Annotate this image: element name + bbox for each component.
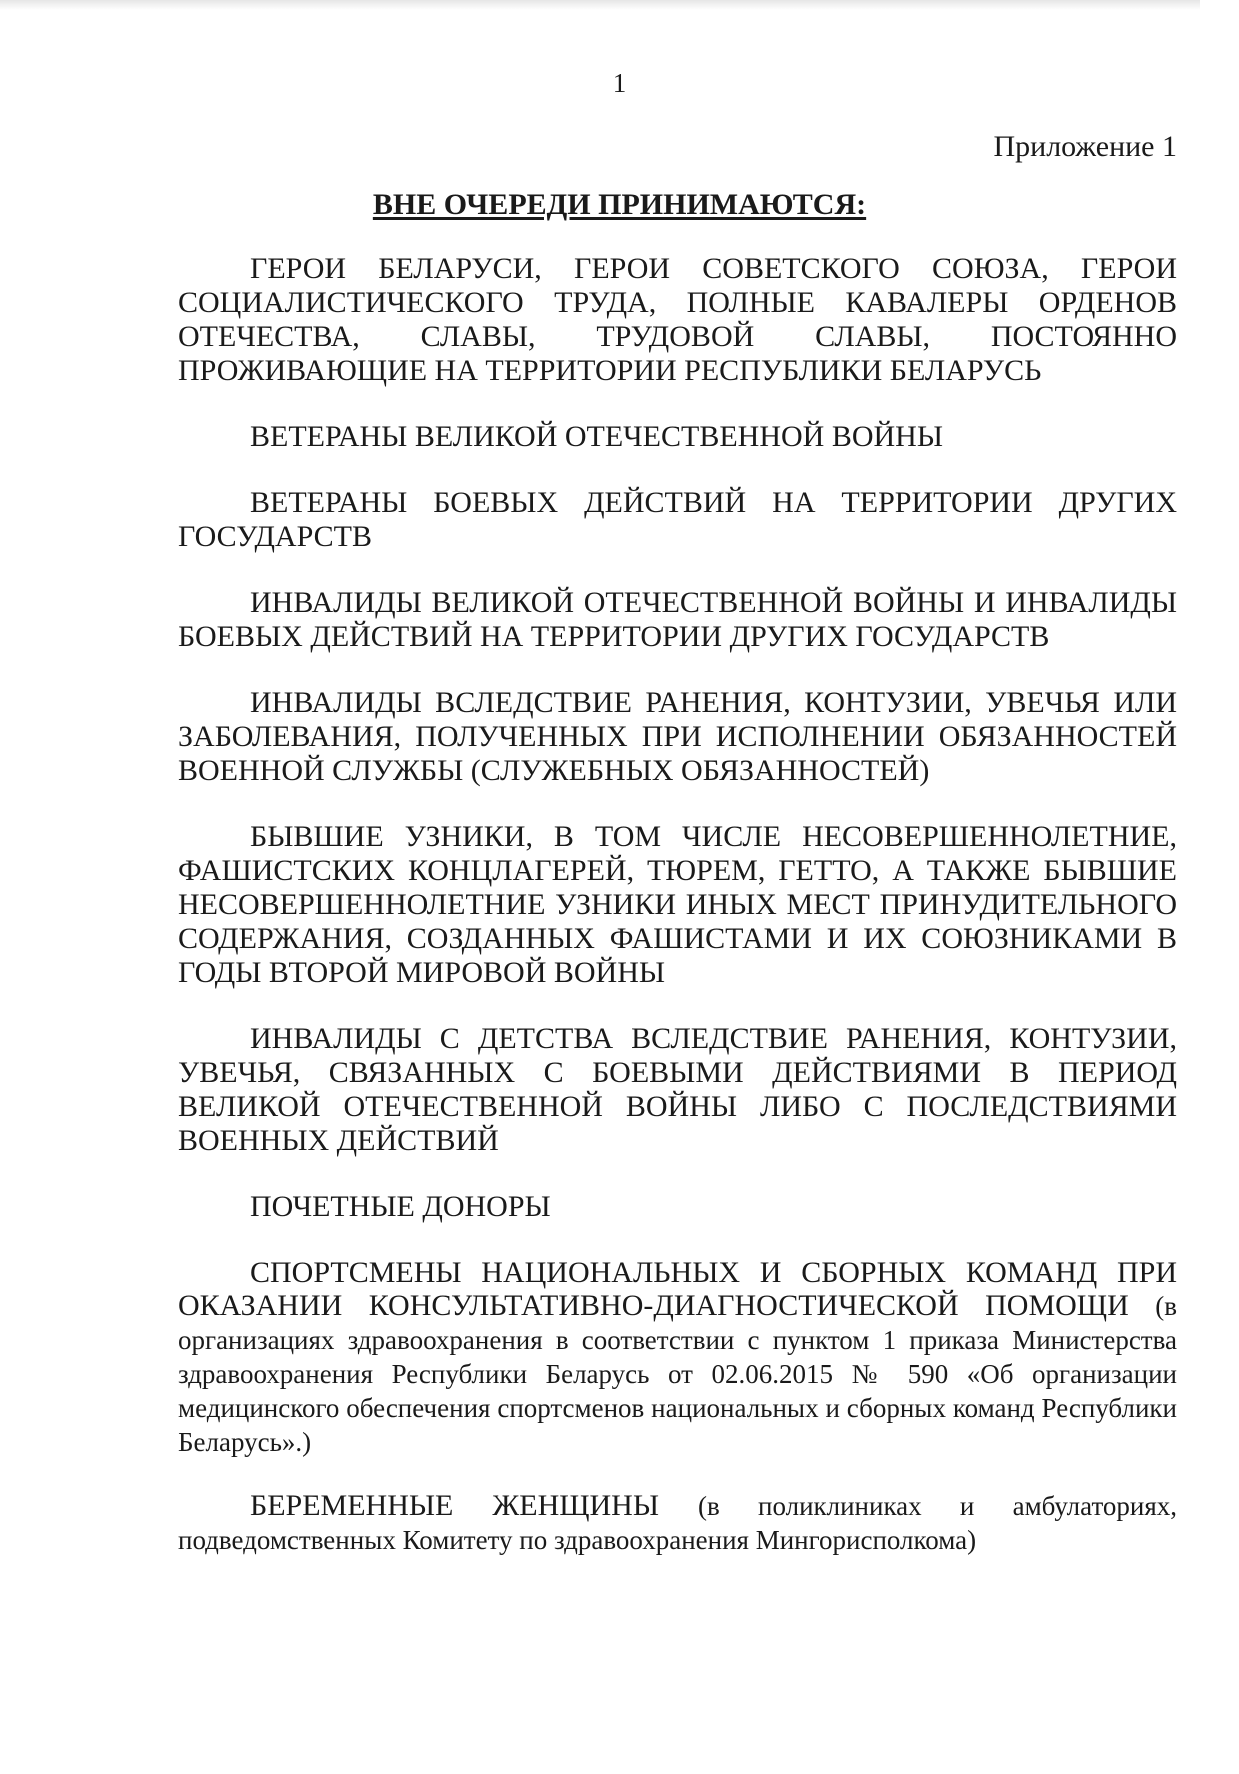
item-text: БЫВШИЕ УЗНИКИ, В ТОМ ЧИСЛЕ НЕСОВЕРШЕННОЛЕТНИЕ, ФАШИСТСКИХ КОНЦЛАГЕРЕЙ, ТЮРЕМ, ГЕТТО, А ТАКЖЕ БЫВШИЕ НЕСОВЕРШЕННОЛЕТНИЕ УЗНИКИ ИНЫХ МЕСТ ПРИНУДИТЕЛЬНОГО СОДЕРЖАНИЯ, СОЗДАННЫХ ФАШИСТАМИ И ИХ СОЮЗНИКАМИ В ГОДЫ ВТОРОЙ МИРОВОЙ ВОЙНЫ: [178, 820, 1177, 989]
item-text: ПОЧЕТНЫЕ ДОНОРЫ: [250, 1190, 551, 1223]
list-item-honorary-donors: [178, 1190, 1177, 1224]
item-note: (в поликлиниках и амбулаториях, подведомственных Комитету по здравоохранения Мингорисполкома): [178, 1491, 1178, 1555]
list-item-heroes: [178, 252, 1177, 388]
list-item-war-invalids: [178, 586, 1177, 654]
list-item-war-veterans: [178, 420, 1177, 454]
list-item-athletes: [178, 1256, 1177, 1459]
page-heading: ВНЕ ОЧЕРЕДИ ПРИНИМАЮТСЯ:: [372, 188, 867, 221]
list-item-pregnant-women: [178, 1489, 1177, 1557]
item-text: ВЕТЕРАНЫ БОЕВЫХ ДЕЙСТВИЙ НА ТЕРРИТОРИИ ДРУГИХ ГОСУДАРСТВ: [178, 486, 1177, 553]
list-item-service-invalids: [178, 686, 1177, 788]
item-text: БЕРЕМЕННЫЕ ЖЕНЩИНЫ: [250, 1489, 660, 1522]
scan-edge: [0, 0, 1200, 10]
item-text: ВЕТЕРАНЫ ВЕЛИКОЙ ОТЕЧЕСТВЕННОЙ ВОЙНЫ: [250, 420, 944, 453]
item-text: ГЕРОИ БЕЛАРУСИ, ГЕРОИ СОВЕТСКОГО СОЮЗА, ГЕРОИ СОЦИАЛИСТИЧЕСКОГО ТРУДА, ПОЛНЫЕ КАВАЛЕРЫ ОРДЕНОВ ОТЕЧЕСТВА, СЛАВЫ, ТРУДОВОЙ СЛАВЫ, ПОСТОЯННО ПРОЖИВАЮЩИЕ НА ТЕРРИТОРИИ РЕСПУБЛИКИ БЕЛАРУСЬ: [178, 252, 1177, 387]
item-text: ИНВАЛИДЫ ВСЛЕДСТВИЕ РАНЕНИЯ, КОНТУЗИИ, УВЕЧЬЯ ИЛИ ЗАБОЛЕВАНИЯ, ПОЛУЧЕННЫХ ПРИ ИСПОЛНЕНИИ ОБЯЗАННОСТЕЙ ВОЕННОЙ СЛУЖБЫ (СЛУЖЕБНЫХ ОБЯЗАННОСТЕЙ): [178, 686, 1177, 787]
priority-list: [178, 252, 1177, 1557]
item-text: СПОРТСМЕНЫ НАЦИОНАЛЬНЫХ И СБОРНЫХ КОМАНД ПРИ ОКАЗАНИИ КОНСУЛЬТАТИВНО-ДИАГНОСТИЧЕСКОЙ ПОМОЩИ: [178, 1256, 1177, 1322]
item-text: ИНВАЛИДЫ ВЕЛИКОЙ ОТЕЧЕСТВЕННОЙ ВОЙНЫ И ИНВАЛИДЫ БОЕВЫХ ДЕЙСТВИЙ НА ТЕРРИТОРИИ ДРУГИХ ГОСУДАРСТВ: [178, 586, 1177, 653]
page-number: 1: [612, 68, 627, 98]
list-item-former-prisoners: [178, 820, 1177, 990]
item-note: (в организациях здравоохранения в соответствии с пунктом 1 приказа Министерства здравоохранения Республики Беларусь от 02.06.2015 № 590 «Об организации медицинского обеспечения спортсменов национальных и сборных команд Республики Беларусь».): [178, 1291, 1177, 1457]
appendix-label: Приложение 1: [993, 130, 1177, 163]
item-text: ИНВАЛИДЫ С ДЕТСТВА ВСЛЕДСТВИЕ РАНЕНИЯ, КОНТУЗИИ, УВЕЧЬЯ, СВЯЗАННЫХ С БОЕВЫМИ ДЕЙСТВИЯМИ В ПЕРИОД ВЕЛИКОЙ ОТЕЧЕСТВЕННОЙ ВОЙНЫ ЛИБО С ПОСЛЕДСТВИЯМИ ВОЕННЫХ ДЕЙСТВИЙ: [178, 1022, 1177, 1157]
list-item-combat-veterans: [178, 486, 1177, 554]
list-item-childhood-invalids: [178, 1022, 1177, 1158]
